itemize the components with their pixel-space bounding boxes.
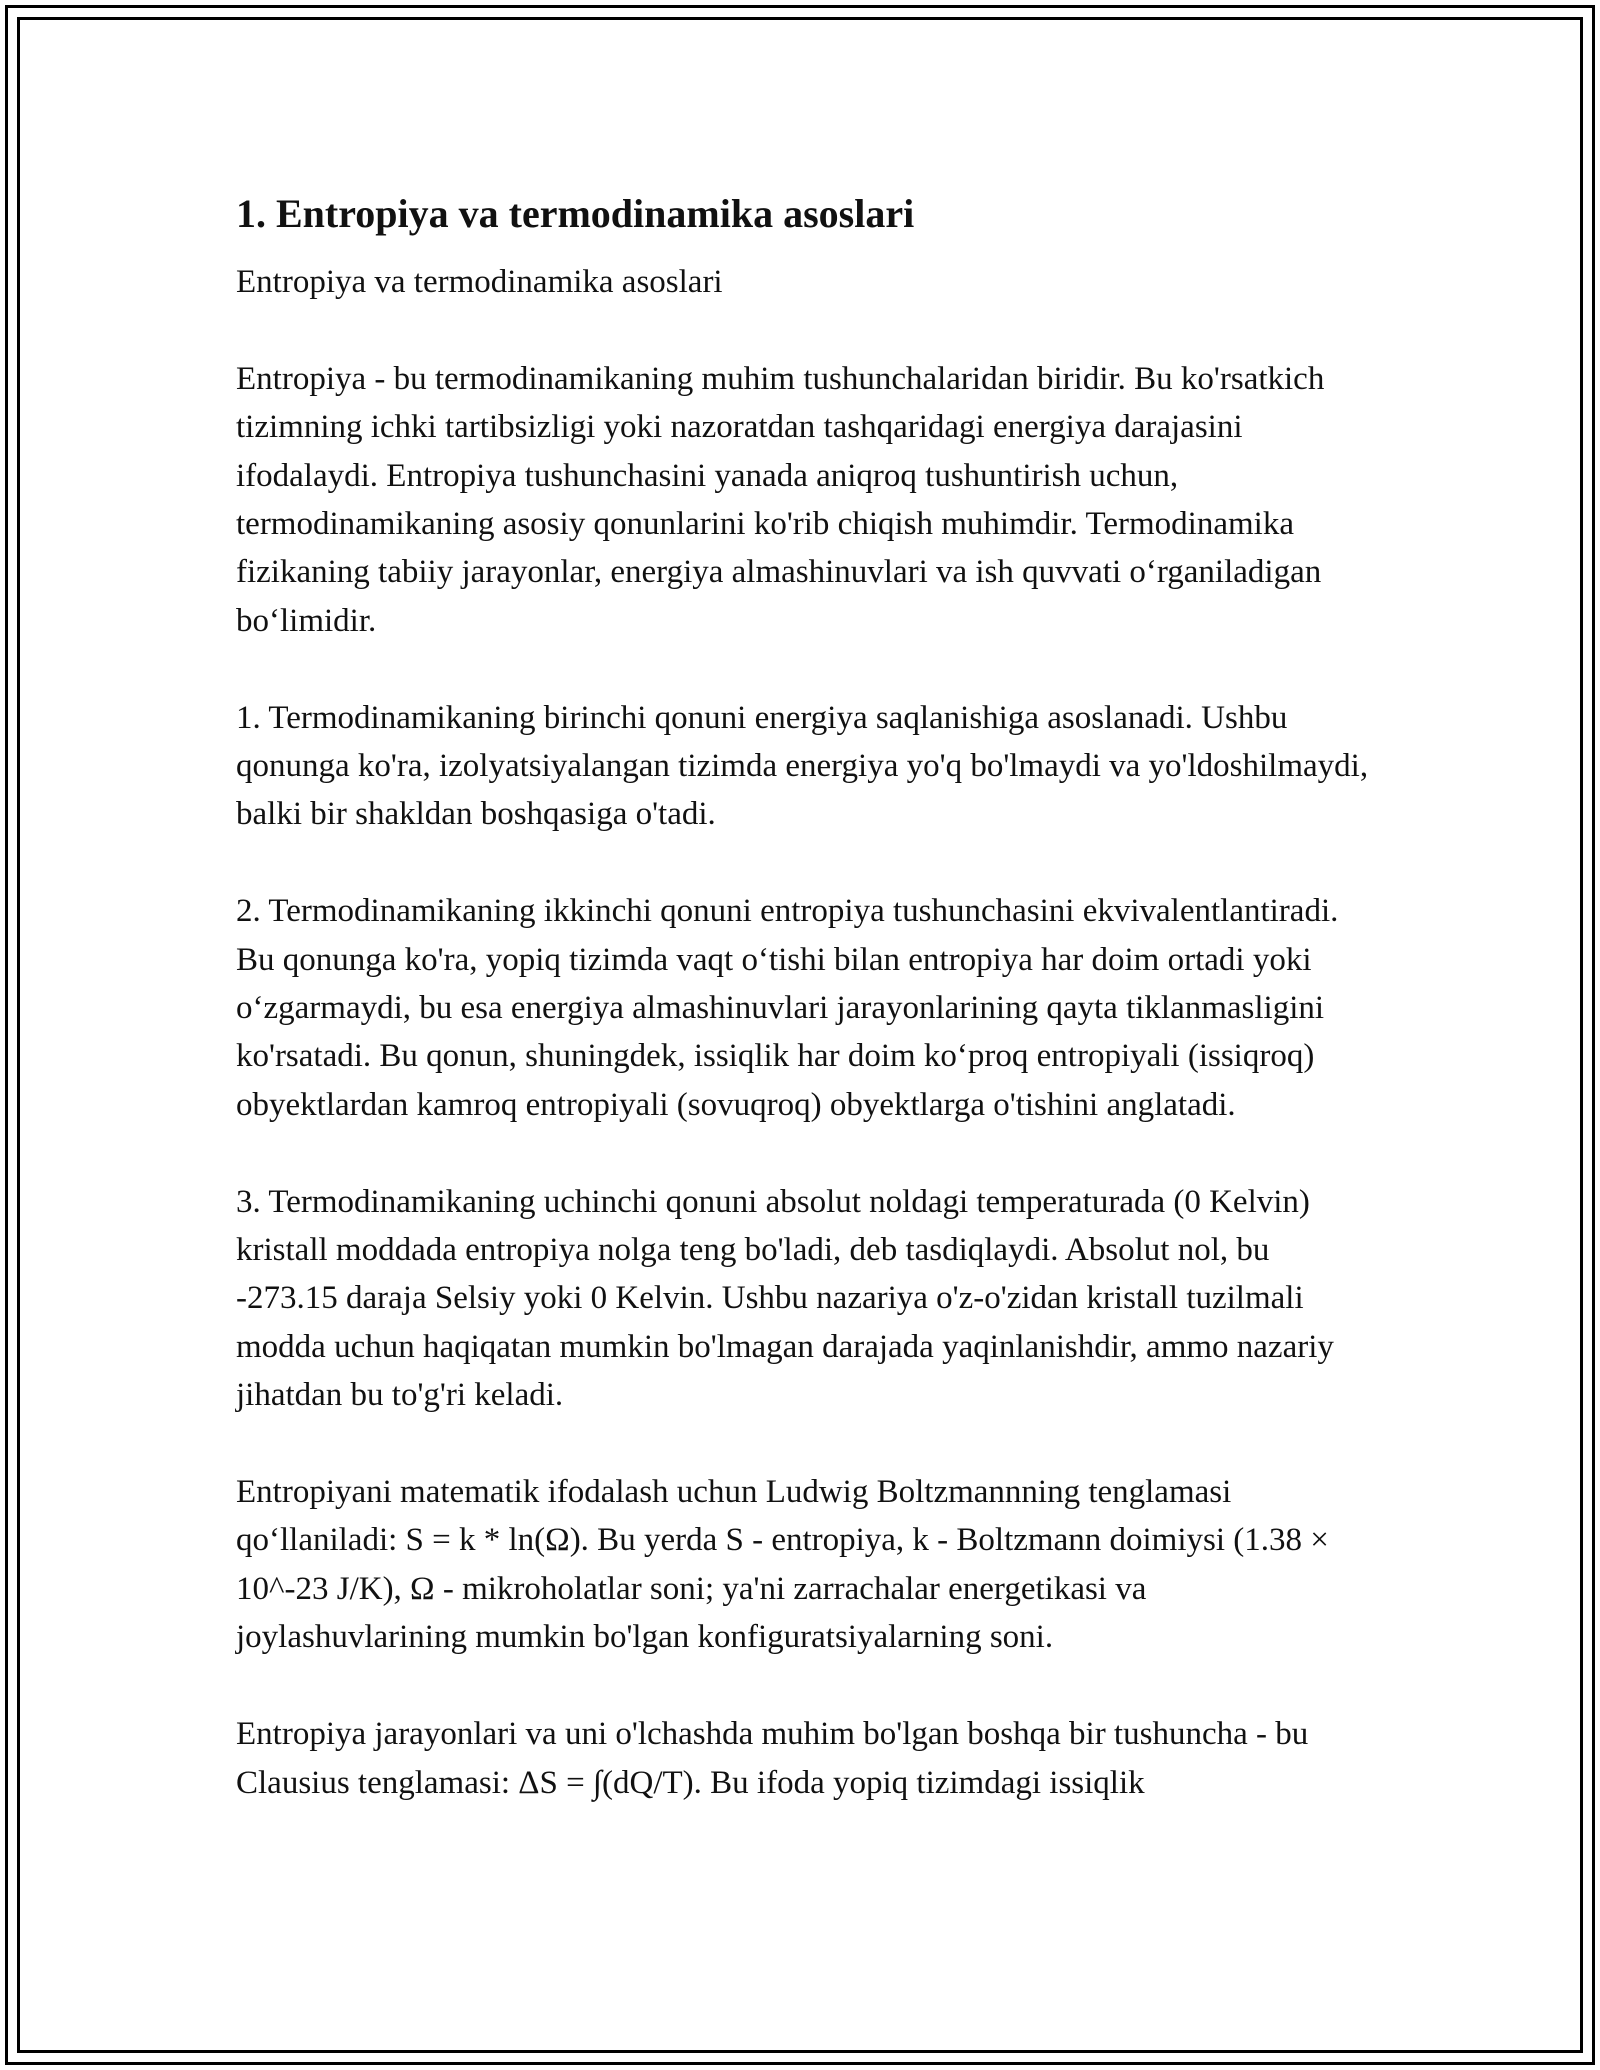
- paragraph-clausius: Entropiya jarayonlari va uni o'lchashda muhim bo'lgan boshqa bir tushuncha - bu Clausius tenglamasi: ΔS = ∫(dQ/T). Bu ifoda yopiq tizimdagi issiqlik: [236, 1716, 1309, 1801]
- paragraph-intro: Entropiya - bu termodinamikaning muhim tushunchalaridan biridir. Bu ko'rsatkich tizimning ichki tartibsizligi yoki nazoratdan tashqaridagi energiya darajasini ifodalaydi. Entropiya tushunchasini yanada aniqroq tushuntirish uchun, termodinamikaning asosiy qonunlarini ko'rib chiqish muhimdir. Termodinamika fizikaning tabiiy jarayonlar, energiya almashinuvlari va ish quvvati o‘rganiladigan bo‘limidir.: [236, 360, 1325, 639]
- paragraph-second-law: 2. Termodinamikaning ikkinchi qonuni entropiya tushunchasini ekvivalentlantiradi. Bu qonunga ko'ra, yopiq tizimda vaqt o‘tishi bilan entropiya har doim ortadi yoki o‘zgarmaydi, bu esa energiya almashinuvlari jarayonlarining qayta tiklanmasligini ko'rsatadi. Bu qonun, shuningdek, issiqlik har doim ko‘proq entropiyali (issiqroq) obyektlardan kamroq entropiyali (sovuqroq) obyektlarga o'tishini anglatadi.: [236, 893, 1339, 1123]
- document-subtitle: Entropiya va termodinamika asoslari: [236, 264, 723, 300]
- paragraph-first-law: 1. Termodinamikaning birinchi qonuni energiya saqlanishiga asoslanadi. Ushbu qonunga ko'ra, izolyatsiyalangan tizimda energiya yo'q bo'lmaydi va yo'ldoshilmaydi, balki bir shakldan boshqasiga o'tadi.: [236, 699, 1369, 833]
- paragraph-third-law: 3. Termodinamikaning uchinchi qonuni absolut noldagi temperaturada (0 Kelvin) kristall moddada entropiya nolga teng bo'ladi, deb tasdiqlaydi. Absolut nol, bu -273.15 daraja Selsiy yoki 0 Kelvin. Ushbu nazariya o'z-o'zidan kristall tuzilmali modda uchun haqiqatan mumkin bo'lmagan darajada yaqinlanishdir, ammo nazariy jihatdan bu to'g'ri keladi.: [236, 1183, 1334, 1414]
- paragraph-boltzmann: Entropiyani matematik ifodalash uchun Ludwig Boltzmannning tenglamasi qo‘llaniladi: S = k * ln(Ω). Bu yerda S - entropiya, k - Boltzmann doimiysi (1.38 × 10^-23 J/K), Ω - mikroholatlar soni; ya'ni zarrachalar energetikasi va joylashuvlarining mumkin bo'lgan konfiguratsiyalarning soni.: [236, 1474, 1329, 1656]
- document-body: [236, 188, 1376, 1807]
- page-title: 1. Entropiya va termodinamika asoslari: [236, 191, 915, 236]
